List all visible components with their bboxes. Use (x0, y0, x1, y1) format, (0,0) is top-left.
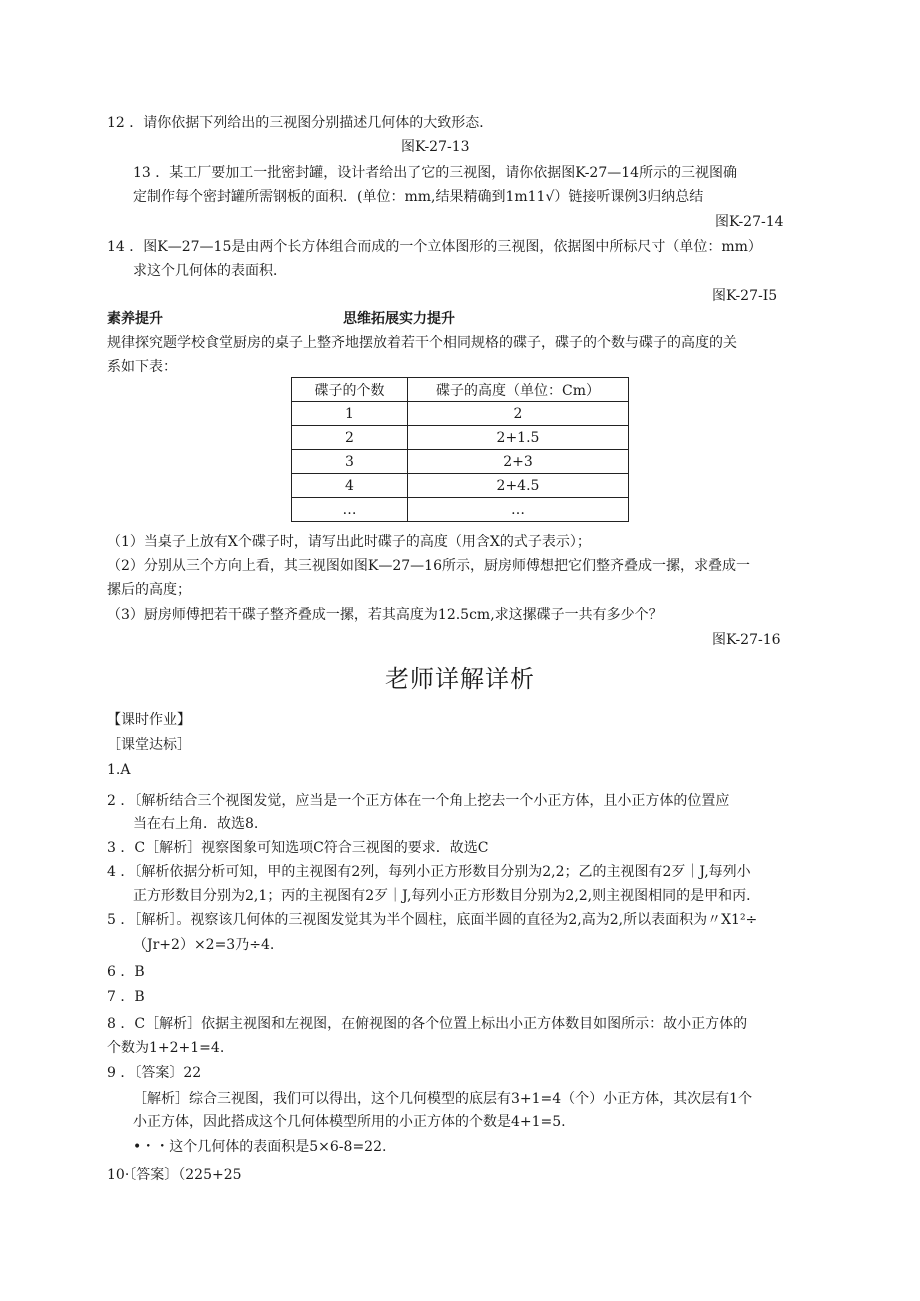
intro-line1: 规律探究题学校食堂厨房的桌子上整齐地摆放着若干个相同规格的碟子，碟子的个数与碟子的高度的关 (107, 335, 737, 351)
plates-table (291, 377, 629, 522)
answer-7: 7 ．B (107, 989, 145, 1005)
figure-label-k27-13: 图K-27-13 (401, 139, 470, 155)
question-14-line1: 14 ．图K—27—15是由两个长方体组合而成的一个立体图形的三视图，依据图中所标尺寸（单位：mm） (107, 239, 762, 255)
subquestion-3: （3）厨房师傅把若干碟子整齐叠成一摞，若其高度为12.5cm,求这摞碟子一共有多少个？ (107, 607, 663, 623)
answer-5-line1: 5 ．［解析］。视察该几何体的三视图发觉其为半个圆柱，底面半圆的直径为2,高为2,所以表面积为〃X1²÷ (107, 912, 758, 928)
answers-title: 老师详解详析 (385, 665, 535, 693)
answer-2-line1: 2 ．〔解析结合三个视图发觉，应当是一个正方体在一个角上挖去一个小正方体，且小正方体的位置应 (107, 793, 730, 809)
table-row (292, 498, 629, 522)
answer-2-line2: 当在右上角．故选8. (133, 816, 259, 832)
answer-6: 6 ．B (107, 964, 145, 980)
table-cell: 2 (292, 426, 408, 450)
figure-label-k27-15: 图K-27-I5 (712, 288, 778, 304)
answer-3: 3 ．C［解析］视察图象可知选项C符合三视图的要求．故选C (107, 840, 489, 856)
table-cell: 3 (292, 450, 408, 474)
answer-9-line1: 9 ．〔答案〕22 (107, 1065, 202, 1081)
table-cell: 4 (292, 474, 408, 498)
table-cell: … (292, 498, 408, 522)
subquestion-2-line2: 摞后的高度； (107, 582, 191, 598)
figure-label-k27-14: 图K-27-14 (715, 214, 784, 230)
table-cell: 2 (408, 402, 629, 426)
question-14-line2: 求这个几何体的表面积． (133, 263, 287, 279)
answer-9-line2: ［解析］综合三视图，我们可以得出，这个几何模型的底层有3+1=4（个）小正方体，其次层有1个 (133, 1091, 753, 1107)
answer-9-line4: •・・这个几何体的表面积是5×6-8=22. (133, 1139, 387, 1155)
section-heading-right: 思维拓展实力提升 (343, 311, 455, 327)
answer-8-line2: 个数为1+2+1=4. (107, 1040, 225, 1056)
answer-5-line2: （Jr+2）×2=3乃÷4. (133, 937, 275, 953)
subquestion-2-line1: （2）分别从三个方向上看，其三视图如图K—27—16所示，厨房师傅想把它们整齐叠成一摞，求叠成一 (107, 558, 750, 574)
answer-10: 10·〔答案〕（225+25 (107, 1167, 242, 1183)
subquestion-1: （1）当桌子上放有X个碟子时，请写出此时碟子的高度（用含X的式子表示）； (107, 534, 591, 550)
question-13-line1: 13 ．某工厂要加工一批密封罐，设计者给出了它的三视图，请你依据图K-27—14所示的三视图确 (133, 165, 738, 181)
table-cell: 1 (292, 402, 408, 426)
table-cell: 2+3 (408, 450, 629, 474)
answer-8-line1: 8 ．C［解析］依据主视图和左视图，在俯视图的各个位置上标出小正方体数目如图所示：故小正方体的 (107, 1016, 748, 1032)
answer-4-line1: 4 ．〔解析依据分析可知，甲的主视图有2列，每列小正方形数目分别为2,2；乙的主视图有2歹｜J,每列小 (107, 864, 751, 880)
answer-1: 1.A (107, 762, 131, 778)
answers-heading-homework: 【课时作业】 (107, 712, 191, 728)
table-header-row (292, 378, 629, 402)
table-cell: 2+4.5 (408, 474, 629, 498)
table-row (292, 402, 629, 426)
answer-9-line3: 小正方体，因此搭成这个几何体模型所用的小正方体的个数是4+1=5. (133, 1114, 566, 1130)
table-cell: … (408, 498, 629, 522)
table-row (292, 426, 629, 450)
table-header-count: 碟子的个数 (292, 378, 408, 402)
question-13-line2: 定制作每个密封罐所需钢板的面积．(单位：mm,结果精确到1m11√）链接听课例3归纳总结 (133, 189, 704, 205)
question-12: 12 ．请你依据下列给出的三视图分别描述几何体的大致形态． (107, 115, 494, 131)
table-header-height: 碟子的高度（单位：Cm） (408, 378, 629, 402)
figure-label-k27-16: 图K-27-16 (712, 632, 781, 648)
section-heading-left: 素养提升 (107, 311, 163, 327)
answer-4-line2: 正方形数目分别为2,1；丙的主视图有2歹｜J,每列小正方形数目分别为2,2,则主视图相同的是甲和丙． (133, 888, 761, 904)
table-row (292, 450, 629, 474)
answers-heading-classroom: ［课堂达标］ (107, 737, 191, 753)
table-cell: 2+1.5 (408, 426, 629, 450)
intro-line2: 系如下表： (107, 359, 177, 375)
table-row (292, 474, 629, 498)
